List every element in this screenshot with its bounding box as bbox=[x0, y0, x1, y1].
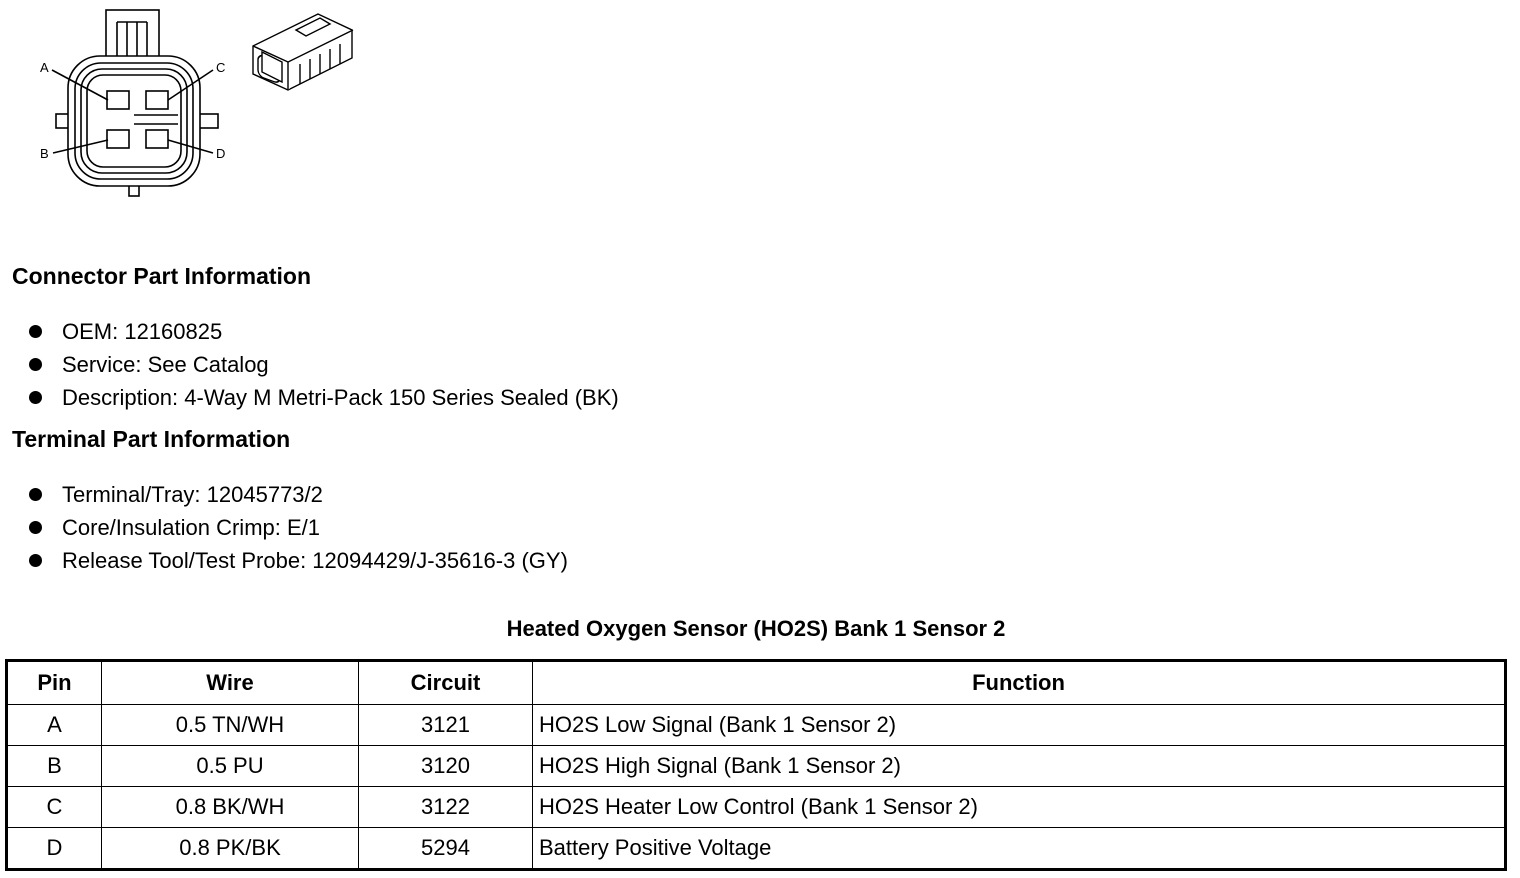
table-row bbox=[7, 828, 1506, 870]
cell-pin: C bbox=[7, 787, 102, 828]
cell-wire: 0.5 TN/WH bbox=[102, 705, 359, 746]
bullet-icon bbox=[29, 358, 42, 371]
bullet-icon bbox=[29, 554, 42, 567]
list-item-text: Core/Insulation Crimp: E/1 bbox=[62, 515, 320, 540]
cell-circuit: 3122 bbox=[359, 787, 533, 828]
list-item bbox=[28, 511, 568, 544]
cell-circuit: 5294 bbox=[359, 828, 533, 870]
column-header-circuit: Circuit bbox=[359, 661, 533, 705]
list-item bbox=[28, 381, 619, 414]
cell-function: HO2S Low Signal (Bank 1 Sensor 2) bbox=[533, 705, 1506, 746]
bullet-icon bbox=[29, 391, 42, 404]
cell-pin: A bbox=[7, 705, 102, 746]
cell-function: Battery Positive Voltage bbox=[533, 828, 1506, 870]
connector-part-info-heading: Connector Part Information bbox=[12, 263, 312, 289]
table-row bbox=[7, 787, 1506, 828]
cell-pin: D bbox=[7, 828, 102, 870]
table-row bbox=[7, 705, 1506, 746]
column-header-function: Function bbox=[533, 661, 1506, 705]
list-item bbox=[28, 544, 568, 577]
pinout-table bbox=[5, 659, 1507, 871]
list-item bbox=[28, 315, 619, 348]
column-header-wire: Wire bbox=[102, 661, 359, 705]
cell-pin: B bbox=[7, 746, 102, 787]
table-row bbox=[7, 746, 1506, 787]
bullet-icon bbox=[29, 325, 42, 338]
terminal-part-info-list bbox=[28, 478, 568, 577]
connector-isometric-view bbox=[253, 14, 353, 90]
list-item bbox=[28, 348, 619, 381]
list-item-text: Terminal/Tray: 12045773/2 bbox=[62, 482, 323, 507]
connector-diagram bbox=[0, 0, 380, 210]
list-item-text: Service: See Catalog bbox=[62, 352, 269, 377]
pin-label-c: C bbox=[216, 60, 226, 75]
list-item-text: OEM: 12160825 bbox=[62, 319, 223, 344]
connector-part-info-list bbox=[28, 315, 619, 414]
cell-circuit: 3120 bbox=[359, 746, 533, 787]
pin-label-b: B bbox=[40, 146, 49, 161]
cell-wire: 0.8 BK/WH bbox=[102, 787, 359, 828]
cell-wire: 0.8 PK/BK bbox=[102, 828, 359, 870]
connector-face-view bbox=[52, 10, 218, 196]
cell-wire: 0.5 PU bbox=[102, 746, 359, 787]
pin-label-a: A bbox=[40, 60, 49, 75]
list-item bbox=[28, 478, 568, 511]
table-title: Heated Oxygen Sensor (HO2S) Bank 1 Sensor 2 bbox=[506, 616, 1006, 641]
cell-function: HO2S High Signal (Bank 1 Sensor 2) bbox=[533, 746, 1506, 787]
table-header-row bbox=[7, 661, 1506, 705]
column-header-pin: Pin bbox=[7, 661, 102, 705]
list-item-text: Description: 4-Way M Metri-Pack 150 Series Sealed (BK) bbox=[62, 385, 619, 410]
cell-function: HO2S Heater Low Control (Bank 1 Sensor 2) bbox=[533, 787, 1506, 828]
list-item-text: Release Tool/Test Probe: 12094429/J-35616-3 (GY) bbox=[62, 548, 568, 573]
bullet-icon bbox=[29, 521, 42, 534]
cell-circuit: 3121 bbox=[359, 705, 533, 746]
terminal-part-info-heading: Terminal Part Information bbox=[12, 426, 291, 452]
bullet-icon bbox=[29, 488, 42, 501]
pin-label-d: D bbox=[216, 146, 226, 161]
